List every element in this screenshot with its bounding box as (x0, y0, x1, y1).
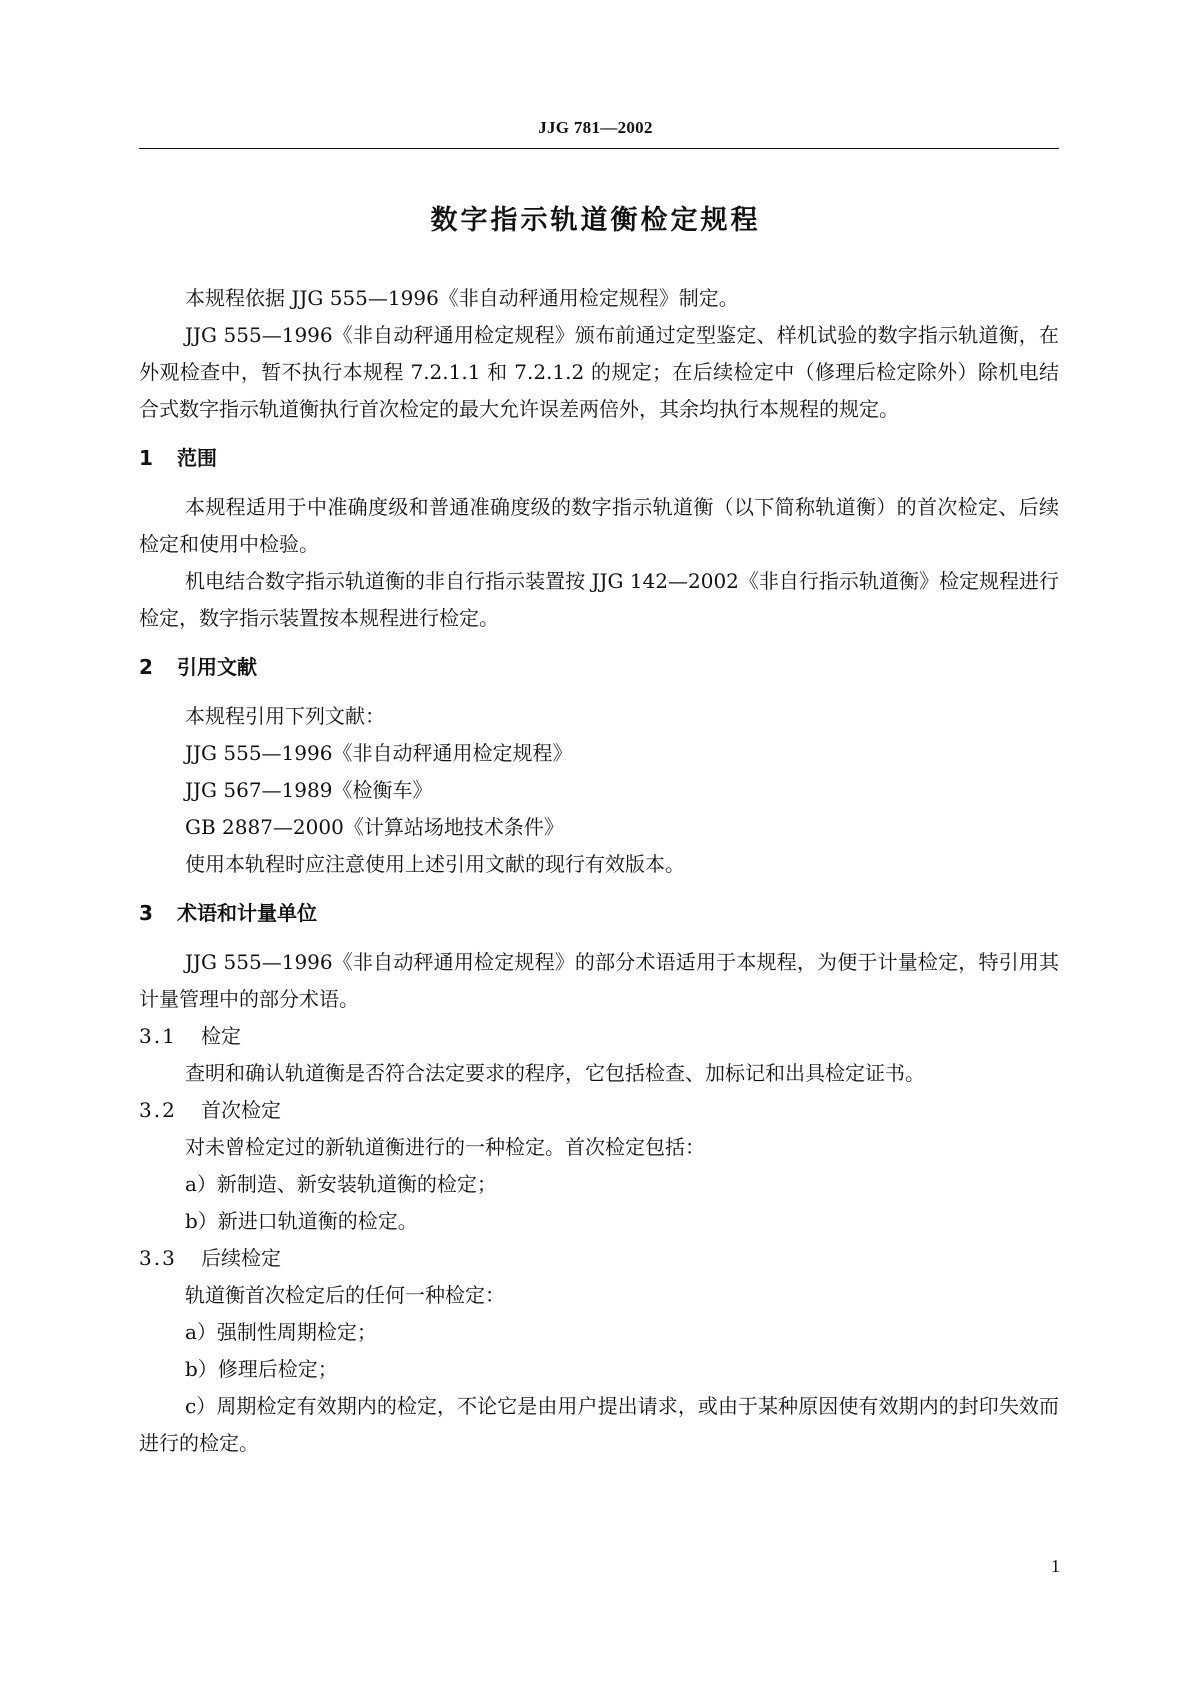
subsection-number: 3.3 (139, 1246, 177, 1270)
subsection-3-2-heading (139, 1092, 1059, 1129)
section-title: 术语和计量单位 (177, 901, 317, 925)
subsection-3-2-lead: 对未曾检定过的新轨道衡进行的一种检定。首次检定包括： (185, 1135, 705, 1159)
subsection-3-1-heading (139, 1018, 1059, 1055)
list-item: a）强制性周期检定； (185, 1320, 377, 1344)
subsection-number: 3.1 (139, 1024, 177, 1048)
section-title: 引用文献 (177, 655, 257, 679)
subsection-3-3-lead: 轨道衡首次检定后的任何一种检定： (185, 1283, 505, 1307)
reference-item: GB 2887—2000《计算站场地技术条件》 (185, 815, 564, 839)
section-number: 1 (139, 446, 153, 470)
section-3-paragraph-1: JJG 555—1996《非自动秤通用检定规程》的部分术语适用于本规程，为便于计量检定，特引用其计量管理中的部分术语。 (139, 950, 1059, 1011)
section-3-heading (139, 895, 1059, 932)
intro-paragraph-1: 本规程依据 JJG 555—1996《非自动秤通用检定规程》制定。 (185, 286, 739, 310)
section-title: 范围 (177, 446, 217, 470)
header-rule (139, 148, 1059, 149)
document-title: 数字指示轨道衡检定规程 (430, 205, 761, 236)
references-note: 使用本轨程时应注意使用上述引用文献的现行有效版本。 (185, 852, 685, 876)
list-item: c）周期检定有效期内的检定，不论它是由用户提出请求，或由于某种原因使有效期内的封印失效而进行的检定。 (139, 1394, 1059, 1455)
references-lead: 本规程引用下列文献： (185, 704, 385, 728)
list-item: b）修理后检定； (185, 1357, 338, 1381)
section-number: 2 (139, 655, 153, 679)
reference-item: JJG 555—1996《非自动秤通用检定规程》 (185, 741, 573, 765)
list-item: b）新进口轨道衡的检定。 (185, 1209, 418, 1233)
subsection-title: 首次检定 (201, 1098, 281, 1122)
page-number: 1 (1051, 1556, 1060, 1576)
subsection-title: 检定 (201, 1024, 241, 1048)
section-number: 3 (139, 901, 153, 925)
list-item: a）新制造、新安装轨道衡的检定； (185, 1172, 497, 1196)
document-body (139, 280, 1059, 1462)
section-1-heading (139, 440, 1059, 477)
running-header: JJG 781—2002 (538, 118, 653, 137)
subsection-3-1-text: 查明和确认轨道衡是否符合法定要求的程序，它包括检查、加标记和出具检定证书。 (185, 1061, 925, 1085)
section-1-paragraph-1: 本规程适用于中准确度级和普通准确度级的数字指示轨道衡（以下简称轨道衡）的首次检定、后续检定和使用中检验。 (139, 495, 1059, 556)
subsection-title: 后续检定 (201, 1246, 281, 1270)
intro-paragraph-2: JJG 555—1996《非自动秤通用检定规程》颁布前通过定型鉴定、样机试验的数字指示轨道衡，在外观检查中，暂不执行本规程 7.2.1.1 和 7.2.1.2 的规定；在后续检定中（修理后检定除外）除机电结合式数字指示轨道衡执行首次检定的最大允许误差两倍外，其余均执行本规程的规定。 (139, 323, 1059, 421)
section-1-paragraph-2: 机电结合数字指示轨道衡的非自行指示装置按 JJG 142—2002《非自行指示轨道衡》检定规程进行检定，数字指示装置按本规程进行检定。 (139, 569, 1059, 630)
section-2-heading (139, 649, 1059, 686)
subsection-number: 3.2 (139, 1098, 177, 1122)
subsection-3-3-heading (139, 1240, 1059, 1277)
reference-item: JJG 567—1989《检衡车》 (185, 778, 433, 802)
